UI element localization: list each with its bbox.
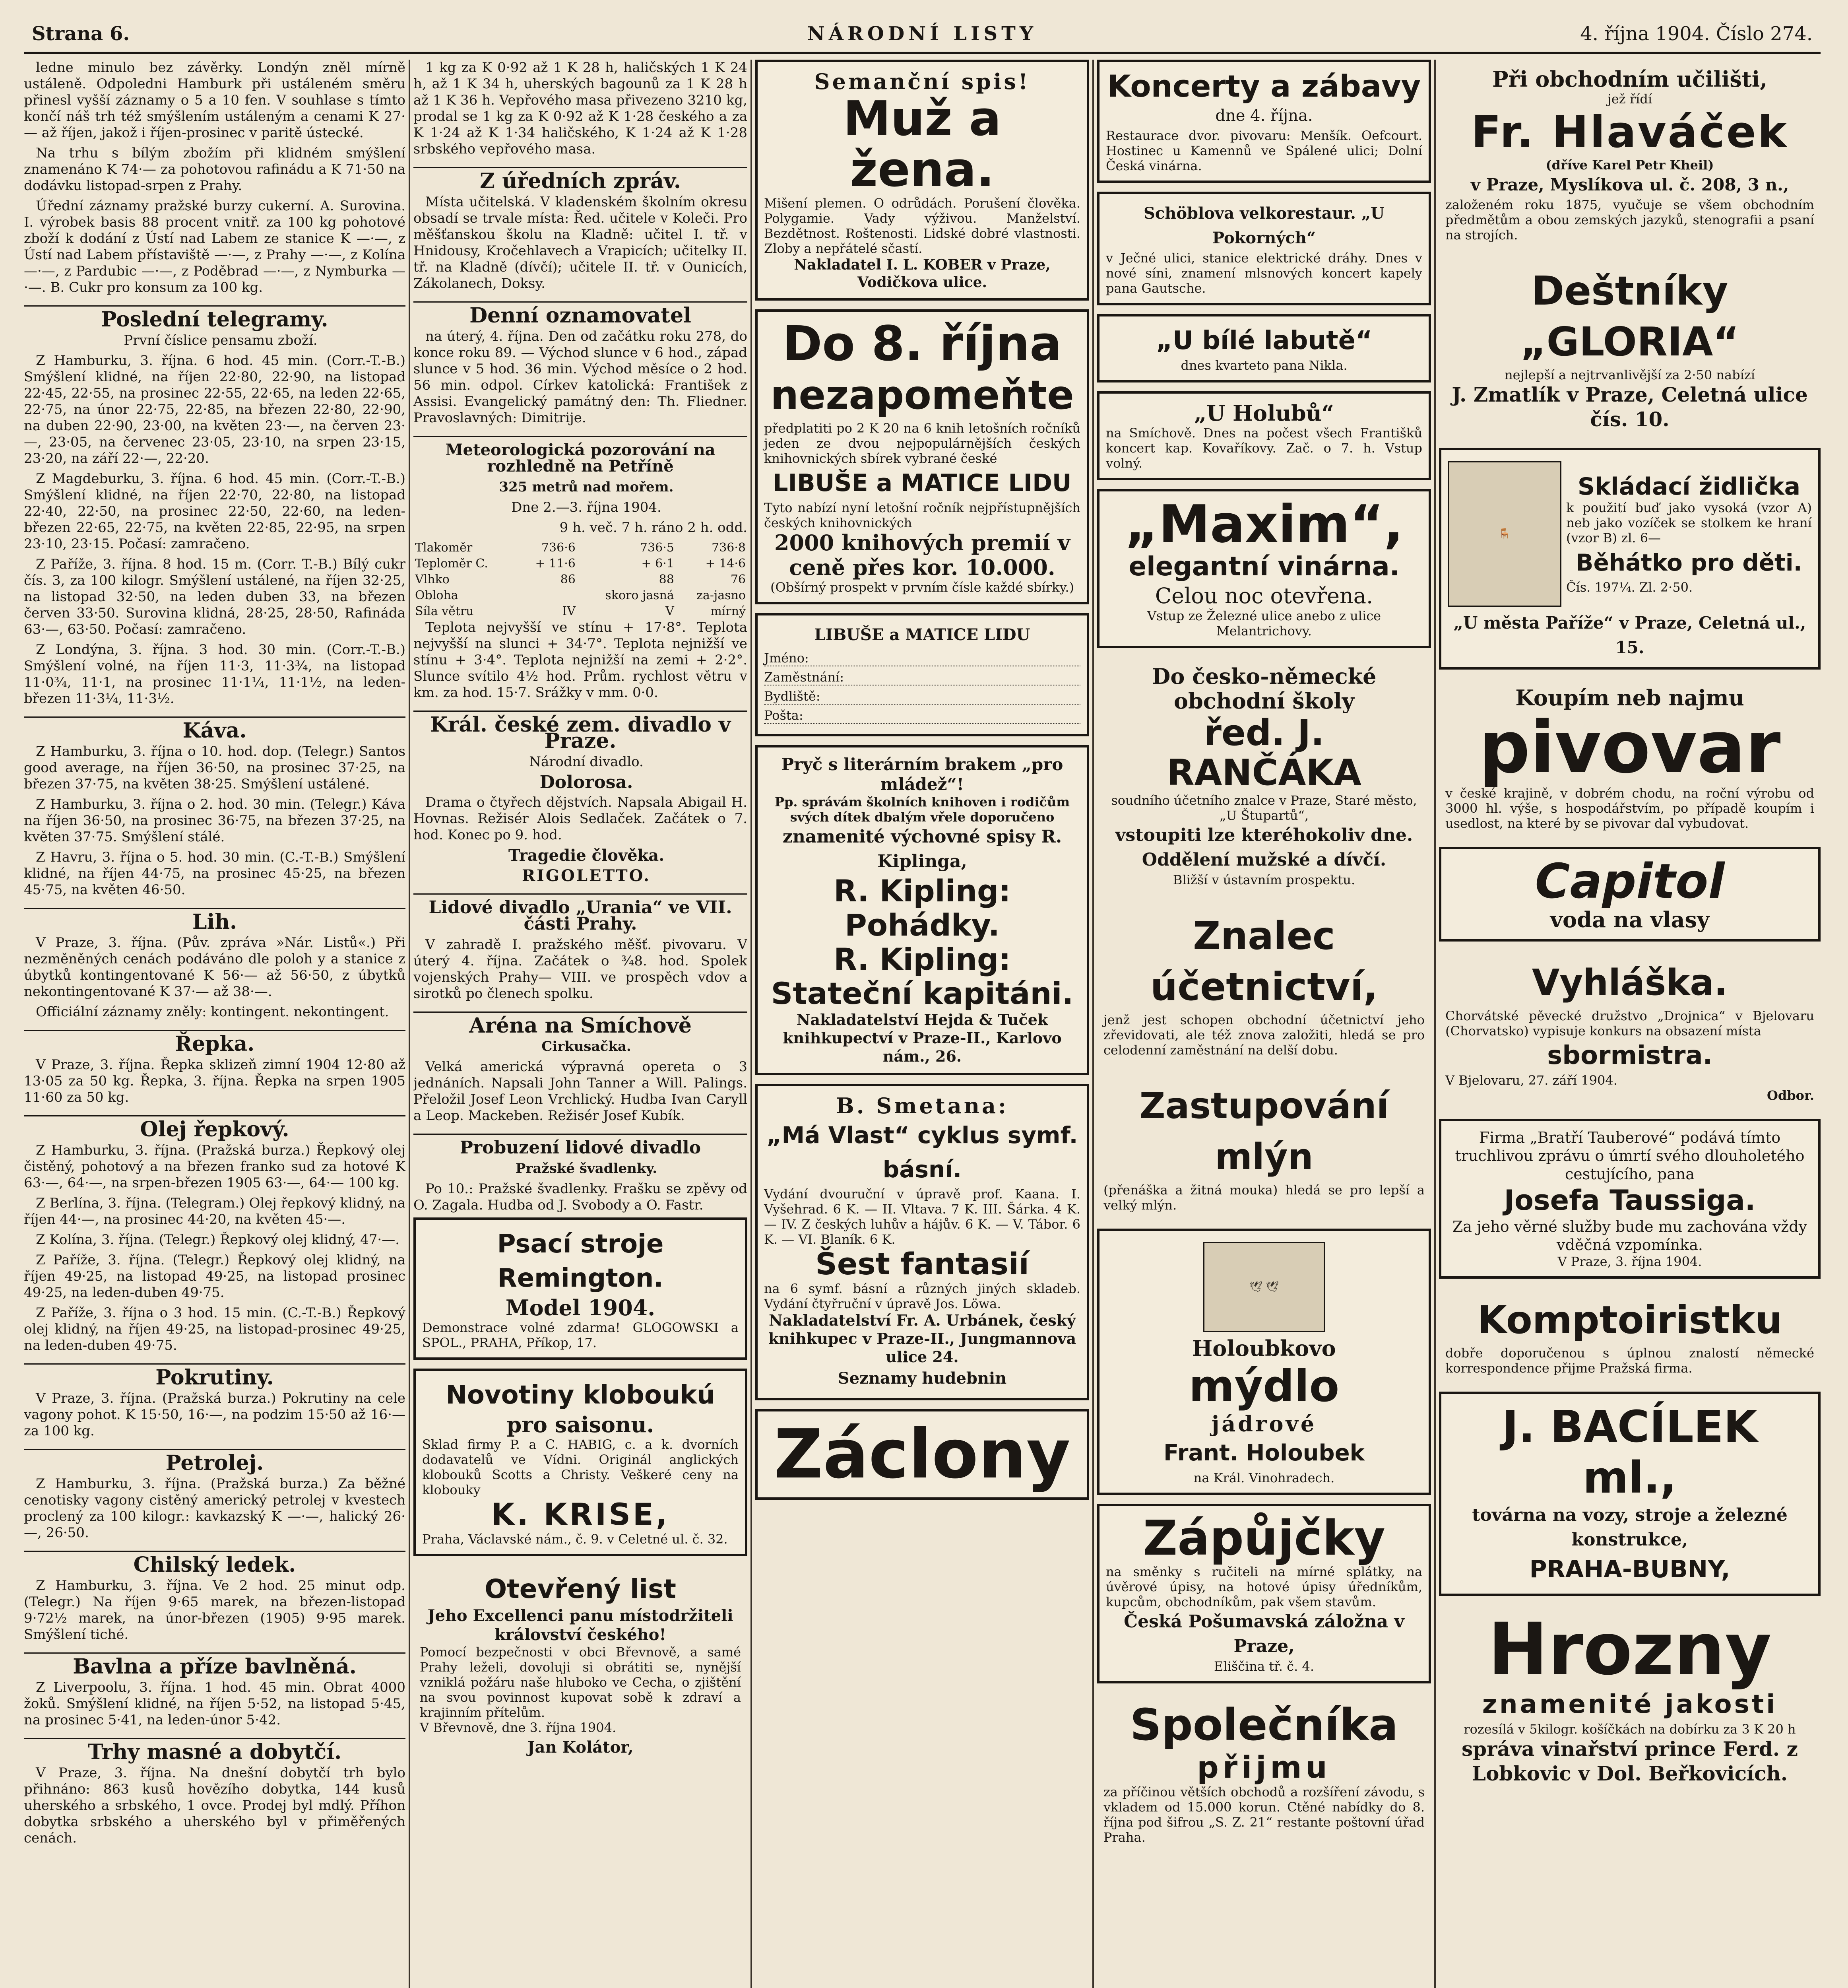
table-cell: + 14·6 (705, 557, 746, 571)
ad-text: na Smíchově. Dnes na počest všech Františků koncert kap. Kovaříkovy. Zač. o 7. h. Vstup volný. (1106, 425, 1422, 471)
ad-pivovar (1439, 678, 1821, 838)
section-heading: Chilský ledek. (24, 1551, 405, 1573)
section-heading: Lih. (24, 908, 405, 930)
ad-publisher: Nakladatelství Hejda & Tuček knihkupectví v Praze-II., Karlovo nám., 26. (783, 1011, 1062, 1065)
ad-subtitle: továrna na vozy, stroje a železné konstrukce, (1472, 1505, 1788, 1550)
ad-komptoiristka (1439, 1287, 1821, 1383)
ad-text: Mišení plemen. O odrůdách. Porušení člověka. Polygamie. Vady výživou. Manželství. Bezdětnost. Roštenosti. Lidské dobré vlastnosti. Zloby a nepřátelé sčastí. (764, 196, 1080, 256)
ad-title: pivovar (1479, 706, 1781, 789)
play-title: RIGOLETTO. (522, 866, 651, 885)
ad-header: Semanční spis! (814, 69, 1030, 94)
ad-subtitle: přijmu (1197, 1749, 1331, 1785)
article-paragraph: Z Havru, 3. října o 5. hod. 30 min. (C.-T.-B.) Smýšlení klidné, na říjen 44·75, na prosinec 45·25, na březen 45·75, na květen 46·50. (24, 849, 405, 898)
ad-note: Seznamy hudebnin (838, 1369, 1007, 1388)
section-heading: Král. české zem. divadlo v Praze. (413, 711, 747, 749)
table-cell: Vlhko (415, 573, 450, 586)
table-cell: skoro jasná (605, 588, 674, 602)
section-heading: Denní oznamovatel (413, 301, 747, 324)
ad-book: R. Kipling: Stateční kapitáni. (771, 942, 1074, 1011)
ad-text: Celou noc otevřena. (1155, 583, 1373, 608)
article-paragraph: V zahradě I. pražského měšť. pivovaru. V úterý 4. října. Začátek o ¾8. hod. Spolek vojenských Prahy— VIII. ve prospěch vdov a sirotků po členech spolku. (413, 937, 747, 1002)
article-paragraph: V Praze, 3. října. (Pražská burza.) Pokrutiny na cele vagony pohot. K 15·50, 16·—, na podzim 15·50 až 16·— za 100 kg. (24, 1390, 405, 1439)
ad-title: „U bílé labutě“ (1156, 326, 1373, 355)
table-cell: Tlakoměr (415, 541, 473, 555)
column-rule (1092, 60, 1094, 1988)
ad-line: vstoupiti lze kteréhokoliv dne. (1115, 825, 1413, 845)
ad-price: Čís. 197¼. Zl. 2·50. (1566, 580, 1693, 595)
play-title: Cirkusačka. (541, 1039, 631, 1054)
section-heading: Z úředních zpráv. (413, 167, 747, 189)
obituary-name: Josefa Taussiga. (1504, 1184, 1756, 1217)
ad-title: B. Smetana: (836, 1093, 1008, 1118)
section-heading: Aréna na Smíchově (413, 1011, 747, 1034)
ad-title: Zastupování mlýn (1139, 1085, 1389, 1178)
ad-address: Praha, Václavské nám., č. 9. v Celetné ul. č. 32. (422, 1532, 728, 1547)
ad-koncerty (1097, 60, 1431, 183)
ad-bila-labut (1097, 314, 1431, 382)
ad-text: v Ječné ulici, stanice elektrické dráhy. Dnes v nové síni, znamení mlsnových koncert kapely pana Gautsche. (1106, 250, 1422, 296)
ad-address: PRAHA-BUBNY, (1529, 1555, 1730, 1583)
ad-address: Eliščina tř. č. 4. (1214, 1659, 1315, 1674)
masthead (24, 16, 1821, 54)
ad-text: dnes kvarteto pana Nikla. (1181, 358, 1348, 373)
table-row (413, 604, 747, 619)
ad-subtitle: znamenité výchovné spisy R. Kiplinga, (782, 827, 1062, 872)
meteo-date: Dne 2.—3. října 1904. (511, 499, 661, 515)
ad-title: Běhátko pro děti. (1576, 549, 1802, 576)
article-paragraph: Z Paříže, 3. října o 3 hod. 15 min. (C.-T.-B.) Řepkový olej klidný, na říjen 49·25, na listopad-prosinec 49·25, na leden-duben 49·75. (24, 1305, 405, 1353)
ad-title: Znalec účetnictví, (1150, 914, 1378, 1009)
notice-date: V Bjelovaru, 27. září 1904. (1445, 1073, 1617, 1088)
notice-text: Chorvátské pěvecké družstvo „Drojnica“ v Bjelovaru (Chorvatsko) vypisuje konkurs na obsazení místa (1445, 1008, 1814, 1039)
ad-date: dne 4. října. (1215, 107, 1313, 125)
ad-brand: J. Zmatlík v Praze, Celetná ulice čís. 10. (1452, 383, 1808, 431)
table-cell: 736·8 (712, 541, 746, 555)
chair-illustration: 🪑 (1448, 461, 1561, 607)
article-paragraph: Z Hamburku, 3. října o 2. hod. 30 min. (Telegr.) Káva na říjen 36·50, na prosinec 36·75, na březen 37·25, na květen 37·75. Smýšlení stálé. (24, 796, 405, 845)
article-paragraph: 1 kg za K 0·92 až 1 K 28 h, haličských 1 K 24 h, až 1 K 34 h, uherských bagounů za 1 K 28 h až 1 K 36 h. Vepřového masa přivezeno 3210 kg, prodal se 1 kg za K 0·92 až K 1·28 českého a za K 1·24 až K 1·34 haličského, K 1·24 až K 1·28 srbského vepřového masa. (413, 60, 747, 157)
ad-subtitle: Šest fantasií (815, 1246, 1029, 1281)
ad-line: jež řídí (1607, 91, 1652, 107)
article-paragraph: Úřední záznamy pražské burzy cukerní. A. Surovina. I. výrobek basis 88 procent vnitř. za 100 kg pohotové zboží k dodání z Ústí nad Labem ze stanice K —·—, z Ústí nad Labem přístaviště —·—, z Prahy —·—, z Kolína —·—, z Pardubic —·—, z Poděbrad —·—, z Nymburka —·—. B. Cukr pro konsum za 100 kg. (24, 198, 405, 295)
ad-zapujcky (1097, 1504, 1431, 1683)
ad-text: Sklad firmy P. a C. HABIG, c. a k. dvorních dodavatelů ve Vídni. Originál anglických klobouků Scotts a Christy. Veškeré ceny na klobouky (422, 1437, 739, 1497)
ad-address: Vstup ze Železné ulice anebo z ulice Melantrichovy. (1147, 608, 1381, 639)
ad-line: Holoubkovo (1192, 1336, 1336, 1361)
section-heading: Petrolej. (24, 1449, 405, 1471)
column-rule (750, 60, 752, 1988)
article-paragraph: Z Hamburku, 3. října o 10. hod. dop. (Telegr.) Santos good average, na říjen 36·50, na prosinec 37·25, na březen 37·75, na květen 38·25. Smýšlení ustálené. (24, 744, 405, 792)
letter-subtitle: Jeho Excellenci panu místodržiteli království českého! (427, 1606, 733, 1644)
coupon-field[interactable]: Bydliště: (764, 689, 1080, 705)
ad-address: „U města Paříže“ v Praze, Celetná ul., 15. (1453, 613, 1806, 657)
ad-line: obchodní školy (1174, 688, 1354, 714)
newspaper-title: NÁRODNÍ LISTY (807, 23, 1037, 45)
ad-u-holubu (1097, 391, 1431, 480)
ad-address: v Praze, Myslíkova ul. č. 208, 3 n., (1470, 175, 1789, 194)
ad-title: Fr. Hlaváček (1471, 107, 1788, 157)
ad-title: Skládací židlička (1577, 473, 1801, 501)
notice-sign: Odbor. (1767, 1088, 1814, 1103)
column-business-ads (1439, 60, 1821, 1988)
article-paragraph: Z Hamburku, 3. října. (Pražská burza.) Řepkový olej čistěný, pohotový a na březen franko sud za hotové K 63·—, 64·—, na srpen-březen 1905 63·—, 64·— 100 kg. (24, 1142, 405, 1191)
article-paragraph: Z Paříže, 3. října. 8 hod. 15 m. (Corr. T.-B.) Bílý cukr čís. 3, za 100 kilogr. Smýšlení ustálené, na říjen 32·25, na listopad 32·50, na leden duben 33, na březen červen 33·50. Surovina klidná, 28·25, 28·50, Rafináda 63·—, 63·50. Počasí: zamračeno. (24, 556, 405, 637)
doves-illustration: 🕊 🕊 (1203, 1242, 1325, 1332)
article-paragraph: Na trhu s bílým zbožím při klidném smýšlení znamenáno K 74·— za pohotovou rafinádu a K 71·50 na dodávku listopad-srpen z Prahy. (24, 145, 405, 194)
table-cell: mírný (710, 604, 746, 618)
ad-text: předplatiti po 2 K 20 na 6 knih letošních ročníků jeden ze dvou nejpopulárnějších českých knihovnických sbírek vybrané české (764, 421, 1080, 466)
table-row (413, 540, 747, 556)
ad-kipling (755, 745, 1089, 1075)
ad-title: Deštníky „GLORIA“ (1520, 268, 1739, 365)
table-cell: 736·6 (541, 541, 576, 555)
ad-hrozny (1439, 1605, 1821, 1793)
ad-premium: 2000 knihových premií v ceně přes kor. 10.000. (774, 530, 1070, 580)
notice-vyhlaska (1439, 950, 1821, 1110)
coupon-field[interactable]: Zaměstnání: (764, 670, 1080, 685)
ad-title: Psací stroje Remington. (497, 1229, 664, 1293)
subheading: 325 metrů nad mořem. (499, 479, 674, 495)
ad-spolecnik (1097, 1692, 1431, 1852)
ad-brand: správa vinařství prince Ferd. z Lobkovic v Dol. Beřkovicích. (1462, 1737, 1798, 1785)
ad-text: soudního účetního znalce v Praze, Staré město, „U Štupartů“, (1111, 793, 1417, 823)
letter-signature: Jan Kolátor, (527, 1738, 634, 1757)
ad-title: Novotiny kloboukú (446, 1380, 715, 1410)
ad-obchodni-skola (1097, 657, 1431, 895)
ad-title: „U Holubů“ (1194, 400, 1334, 426)
ad-line: (dříve Karel Petr Kheil) (1545, 157, 1714, 173)
obituary-text: Firma „Bratří Tauberové“ podává tímto truchlivou zprávu o úmrtí svého dlouholetého cestujícího, pana (1455, 1129, 1805, 1183)
play-title: Tragedie člověka. (508, 846, 665, 865)
table-cell: + 6·1 (641, 557, 674, 571)
ad-brand: LIBUŠE a MATICE LIDU (773, 469, 1072, 497)
article-paragraph: ledne minulo bez závěrky. Londýn zněl mírně ustáleně. Odpoledni Hamburk při ustáleném směru přinesl vyšší záznamy o 5 a 10 fen. V souhlase s tímto končí náš trh též smýšlením ustáleným a cenami K 27·— až říjen, jakož i říjen-prosinec v paritě ústecké. (24, 60, 405, 141)
table-row (413, 588, 747, 604)
article-paragraph: Drama o čtyřech dějstvích. Napsala Abigail H. Hovnas. Režisér Alois Sedlaček. Začátek o 7. hod. Konec po 9. hod. (413, 794, 747, 843)
ad-subtitle: voda na vlasy (1550, 907, 1710, 932)
ad-text: založeném roku 1875, vyučuje se všem obchodním předmětům a obou zemských jazyků, stenografii a psaní na strojích. (1445, 197, 1814, 243)
article-paragraph: Z Magdeburku, 3. října. 6 hod. 45 min. (Corr.-T.-B.) Smýšlení klidné, na říjen 22·70, 22·80, na listopad 22·40, 22·50, na prosinec 22·50, 22·60, na leden-březen 22·65, 22·75, na květen 22·85, 22·95, na srpen 23·10, 23·15. Počasí: zamračeno. (24, 471, 405, 552)
ad-address: na Král. Vinohradech. (1193, 1470, 1335, 1485)
open-letter (413, 1565, 747, 1767)
table-cell: + 11·6 (535, 557, 576, 571)
ad-title: Záclony (774, 1415, 1070, 1494)
column-entertainment (1097, 60, 1431, 1988)
meteo-header: 9 h. več. 7 h. ráno 2 h. odd. (559, 520, 747, 536)
table-row (413, 556, 747, 572)
ad-note: (Obšírný prospekt v prvním čísle každé sbírky.) (770, 580, 1074, 595)
section-heading: Pokrutiny. (24, 1363, 405, 1386)
ad-line: jádrové (1211, 1411, 1317, 1437)
ad-book: R. Kipling: Pohádky. (834, 873, 1011, 943)
ad-line: Do česko-německé (1152, 664, 1377, 689)
ad-text: Pp. správám školních knihoven i rodičům svých dítek dbalým vřele doporučeno (774, 794, 1070, 825)
article-paragraph: Officiální záznamy zněly: kontingent. nekontingent. (36, 1004, 389, 1020)
ad-logo: Capitol (1535, 854, 1725, 909)
subheading: První číslice pensamu zboží. (124, 332, 318, 348)
coupon-title: LIBUŠE a MATICE LIDU (814, 625, 1030, 644)
ad-title: Hrozny (1488, 1608, 1772, 1691)
ad-text: Tyto nabízí nyní letošní ročník nejpřístupnějších českých knihovnických (764, 500, 1080, 530)
ad-text: Restaurace dvor. pivovaru: Menšík. Oefcourt. Hostinec u Kamennů ve Spálené ulici; Dolní Česká vinárna. (1106, 128, 1422, 173)
coupon-field[interactable]: Pošta: (764, 708, 1080, 724)
article-paragraph: Z Berlína, 3. října. (Telegram.) Olej řepkový klidný, na říjen 44·—, na prosinec 44·20, na květen 45·—. (24, 1195, 405, 1227)
ad-do-8-rijna (755, 309, 1089, 604)
section-heading: Olej řepkový. (24, 1115, 405, 1138)
ad-text: k použití buď jako vysoká (vzor A) neb jako vozíček se stolkem ke hraní (vzor B) zl. 6— (1566, 500, 1812, 546)
letter-date: V Břevnově, dne 3. října 1904. (420, 1720, 617, 1735)
ad-title: Schöblova velkorestaur. „U Pokorných“ (1144, 204, 1385, 247)
ad-text: v české krajině, v dobrém chodu, na roční výrobu od 3000 hl. výše, s hospodářstvím, po případě koupím i usedlost, na které by se pivovar dal vybudovat. (1445, 786, 1814, 831)
article-paragraph: na úterý, 4. října. Den od začátku roku 278, do konce roku 89. — Východ slunce v 6 hod., západ slunce v 5 hod. 36 min. Východ měsíce o 2 hod. 56 min. odpol. Církev katolická: František z Assisi. Evangelický památný den: Th. Fliedner. Pravoslavných: Dimitrije. (413, 328, 747, 426)
section-heading: Káva. (24, 716, 405, 739)
table-cell: za-jasno (696, 588, 746, 602)
ad-text: dobře doporučenou s úplnou znalostí německé korrespondence přijme Pražská firma. (1445, 1345, 1814, 1376)
article-paragraph: V Praze, 3. října. Na dnešní dobytčí trh bylo přihnáno: 863 kusů hovězího dobytka, 144 kusů uherského a srbského, 1 ovce. Prodej byl mdlý. Příhon dobytka srbského a uherského byl v přiměřených cenách. (24, 1765, 405, 1846)
ad-title: Zápůjčky (1143, 1511, 1385, 1566)
ad-gloria (1439, 258, 1821, 439)
article-paragraph: Z Kolína, 3. října. (Telegr.) Řepkový olej klidný, 47·—. (36, 1232, 399, 1248)
article-paragraph: Z Londýna, 3. října. 3 hod. 30 min. (Corr.-T.-B.) Smýšlení volné, na říjen 11·3, 11·3¾, na listopad 11·0¾, 11·1, na prosinec 11·1¼, 11·1½, na leden-březen 11·3¼, 11·3½. (24, 642, 405, 707)
column-book-ads (755, 60, 1089, 1988)
ad-subtitle: „Má Vlast“ cyklus symf. básní. (766, 1122, 1078, 1183)
ad-brand: Frant. Holoubek (1163, 1440, 1365, 1466)
table-cell: 736·5 (640, 541, 674, 555)
section-heading: Meteorologická pozorování na rozhledně na Petříně (413, 436, 747, 474)
ad-remington (413, 1217, 747, 1360)
table-cell: Teploměr C. (415, 557, 488, 571)
ad-text: (přenáška a žitná mouka) hledá se pro lepší a velký mlýn. (1103, 1182, 1425, 1213)
article-paragraph: Velká americká výpravná opereta o 3 jednáních. Napsali John Tanner a Will. Palings. Přeložil Josef Leon Vrchlický. Hudba Ivan Caryll a Leop. Mackeben. Režisér Josef Kubík. (413, 1059, 747, 1124)
article-paragraph: V Praze, 3. října. Řepka sklizeň zimní 1904 12·80 až 13·05 za 50 kg. Řepka, 3. října. Řepka na srpen 1905 11·60 za 50 kg. (24, 1057, 405, 1105)
article-paragraph: Teplota nejvyšší ve stínu + 17·8°. Teplota nejvyšší na slunci + 34·7°. Teplota nejnižší ve stínu + 3·4°. Teplota nejnižší na zemi + 2·2°. Slunce svítilo 4½ hod. Prům. rychlost větru v km. za hod. 15·7. Srážky v mm. 0·0. (413, 619, 747, 701)
article-paragraph: Z Liverpoolu, 3. října. 1 hod. 45 min. Obrat 4000 žoků. Smýšlení klidné, na říjen 5·52, na listopad 5·45, na prosinec 5·41, na leden-únor 5·42. (24, 1679, 405, 1728)
ad-smetana (755, 1084, 1089, 1400)
table-cell: 88 (659, 573, 674, 586)
ad-text: nejlepší a nejtrvanlivější za 2·50 nabízí (1505, 367, 1755, 382)
notice-title: Vyhláška. (1532, 962, 1728, 1004)
play-title: Pražské švadlenky. (515, 1161, 657, 1176)
article-paragraph: V Praze, 3. října. (Pův. zpráva »Nár. Listů«.) Při nezměněných cenách podáváno dle poloh y a stanice z úbytků kontingentované K 56·— až 56·50, z úbytků nekontingentované K 37·— až 38·—. (24, 935, 405, 1000)
issue-date: 4. října 1904. Číslo 274. (1580, 23, 1813, 45)
article-paragraph: Místa učitelská. V kladenském školním okresu obsadí se trvale místa: Řed. učitele v Koleči. Pro měšťanskou školu na Kladně: učitel I. tř. v Hnidousy, Kročehlavech a Vrapicích; učitelky II. tř. na Kladně (dívčí); učitele II. tř. v Ounicích, Zákolanech, Doksy. (413, 194, 747, 291)
ad-bacilek (1439, 1392, 1821, 1596)
article-paragraph: Z Paříže, 3. října. (Telegr.) Řepkový olej klidný, na říjen 49·25, na listopad 49·25, na listopad prosinec 49·25, na leden-duben 49·75. (24, 1252, 405, 1301)
section-heading: Bavlna a příze bavlněná. (24, 1652, 405, 1675)
column-rule (1434, 60, 1436, 1988)
column-notices (413, 60, 747, 1988)
letter-title: Otevřený list (485, 1574, 676, 1604)
ad-subtitle: elegantní vinárna. (1129, 551, 1400, 582)
section-heading: Trhy masné a dobytčí. (24, 1738, 405, 1760)
ad-title: Do 8. října (782, 316, 1062, 372)
ad-line: Při obchodním učilišti, (1492, 66, 1768, 92)
table-cell: 86 (560, 573, 576, 586)
ad-text: rozesílá v 5kilogr. košíčkách na dobírku za 3 K 20 h (1464, 1722, 1796, 1737)
table-cell (518, 588, 577, 604)
ad-note: Bližší v ústavním prospektu. (1173, 872, 1355, 887)
ad-title: řed. J. RANČÁKA (1167, 712, 1361, 794)
ad-text: na 6 symf. básní a různých jiných skladeb. Vydání čtyřruční v úpravě Jos. Löwa. (764, 1281, 1080, 1311)
article-paragraph: Po 10.: Pražské švadlenky. Frašku se zpěvy od O. Zagala. Hudba od J. Svobody a O. Fastr. (413, 1181, 747, 1213)
ad-muz-a-zena (755, 60, 1089, 301)
ad-line: Koupím neb najmu (1515, 685, 1744, 711)
table-cell: Síla větru (415, 604, 474, 618)
ad-brand: Česká Pošumavská záložna v Praze, (1124, 1611, 1404, 1656)
ad-subtitle: Model 1904. (505, 1295, 655, 1320)
article-paragraph: Z Hamburku, 3. října. (Pražská burza.) Za běžné cenotisky vagony cistěný americký petrolej v kvestech proclený za 100 kilogr.: kavkazský K —·—, halický 26·—, 26·50. (24, 1476, 405, 1541)
subheading: Národní divadlo. (529, 754, 644, 770)
ad-title: Koncerty a zábavy (1107, 68, 1421, 104)
table-cell: 76 (730, 573, 746, 586)
ad-mlyn (1097, 1074, 1431, 1220)
article-paragraph: Z Hamburku, 3. října. 6 hod. 45 min. (Corr.-T.-B.) Smýšlení klidné, na říjen 22·80, 22·90, na listopad 22·45, 22·55, na prosinec 22·55, 22·65, na leden 22·65, 22·75, na únor 22·75, 22·85, na březen 22·80, 22·90, na duben 22·90, 23·00, na květen 23·—, na červen 23·—, 23·05, na červenec 23·05, 23·10, na srpen 23·15, 23·20, na září 22·—, 22·20. (24, 353, 405, 466)
ad-title: Komptoiristku (1477, 1298, 1782, 1342)
ad-brand: K. KRISE, (491, 1497, 670, 1532)
ad-text: na směnky s ručiteli na mírné splátky, na úvěrové úpisy, na hotové úpisy úředníkům, kupcům, obchodníkům, pak všem stavům. (1106, 1564, 1422, 1609)
ad-zaclony (755, 1409, 1089, 1500)
ad-maxim (1097, 489, 1431, 648)
table-cell: IV (562, 604, 576, 618)
section-heading: Poslední telegramy. (24, 305, 405, 328)
column-market-reports (24, 60, 405, 1988)
ad-text: jenž jest schopen obchodní účetnictví jeho zřevidovati, ale též znova založiti, hledá se pro celodenní zaměstnání na delší dobu. (1103, 1012, 1425, 1058)
ad-mydlo (1097, 1229, 1431, 1495)
ad-title: Pryč s literárním brakem „pro mládež“! (781, 755, 1063, 794)
obituary-taussig (1439, 1119, 1821, 1279)
ad-title: Muž a žena. (843, 91, 1001, 198)
ad-text: za příčinou větších obchodů a rozšíření závodu, s vkladem od 15.000 korun. Ctěné nabídky do 8. října pod šifrou „S. Z. 21“ restante poštovní úřad Praha. (1103, 1784, 1425, 1845)
order-coupon[interactable] (755, 613, 1089, 736)
table-cell: Obloha (415, 588, 458, 602)
ad-publisher: Nakladatelství Fr. A. Urbánek, český knihkupec v Praze-II., Jungmannova ulice 24. (768, 1311, 1076, 1366)
section-heading: Probuzení lidové divadlo (413, 1134, 747, 1156)
notice-subtitle: sbormistra. (1547, 1041, 1712, 1070)
section-heading: Řepka. (24, 1030, 405, 1052)
ad-text: Vydání dvouruční v úpravě prof. Kaana. I. Vyšehrad. 6 K. — II. Vltava. 7 K. III. Šárka. 4 K. — IV. Z českých luhův a hájův. 6 K. — V. Tábor. 6 K. — VI. Blaník. 6 K. (764, 1186, 1080, 1247)
obituary-date: V Praze, 3. října 1904. (1557, 1254, 1702, 1269)
page-number: Strana 6. (32, 23, 130, 45)
table-row (413, 572, 747, 588)
ad-pokorni (1097, 192, 1431, 305)
weather-table (413, 540, 747, 619)
ad-hlavacek (1439, 60, 1821, 250)
ad-klobouky (413, 1369, 747, 1556)
ad-subtitle: znamenité jakosti (1482, 1690, 1778, 1719)
ad-znalec (1097, 903, 1431, 1065)
ad-zidlicka (1439, 448, 1821, 670)
ad-publisher: Nakladatel I. L. KOBER v Praze, Vodičkova ulice. (794, 256, 1051, 291)
play-title: Dolorosa. (539, 772, 633, 792)
ad-title: Společníka (1130, 1699, 1398, 1750)
column-rule (409, 60, 410, 1988)
section-heading: Lidové divadlo „Urania“ ve VII. části Prahy. (413, 893, 747, 932)
table-cell: V (665, 604, 674, 618)
ad-title: nezapomeňte (770, 372, 1074, 418)
ad-title: mýdlo (1189, 1361, 1340, 1411)
obituary-text: Za jeho věrné služby bude mu zachována vždy vděčná vzpomínka. (1452, 1218, 1807, 1254)
ad-subtitle: pro saisonu. (506, 1412, 654, 1437)
ad-capilol (1439, 847, 1821, 942)
letter-text: Pomocí bezpečnosti v obci Břevnově, a samé Prahy leželi, dovoluji si obrátiti se, nynější vzniklá požáru naše hluboko ve Cecha, o zjištění na svou povinnost kupovat sobě k zdraví a krajinním přítelům. (420, 1644, 741, 1720)
ad-title: „Maxim“, (1125, 494, 1404, 554)
ad-text: Demonstrace volné zdarma! GLOGOWSKI a SPOL., PRAHA, Příkop, 17. (422, 1320, 739, 1350)
article-paragraph: Z Hamburku, 3. října. Ve 2 hod. 25 minut odp. (Telegr.) Na říjen 9·65 marek, na březen-listopad 9·72½ marek, na únor-březen (1905) 9·95 marek. Smýšlení tiché. (24, 1578, 405, 1642)
ad-line: Oddělení mužské a dívčí. (1142, 850, 1386, 870)
ad-title: J. BACÍLEK ml., (1502, 1401, 1758, 1503)
coupon-field[interactable]: Jméno: (764, 650, 1080, 666)
